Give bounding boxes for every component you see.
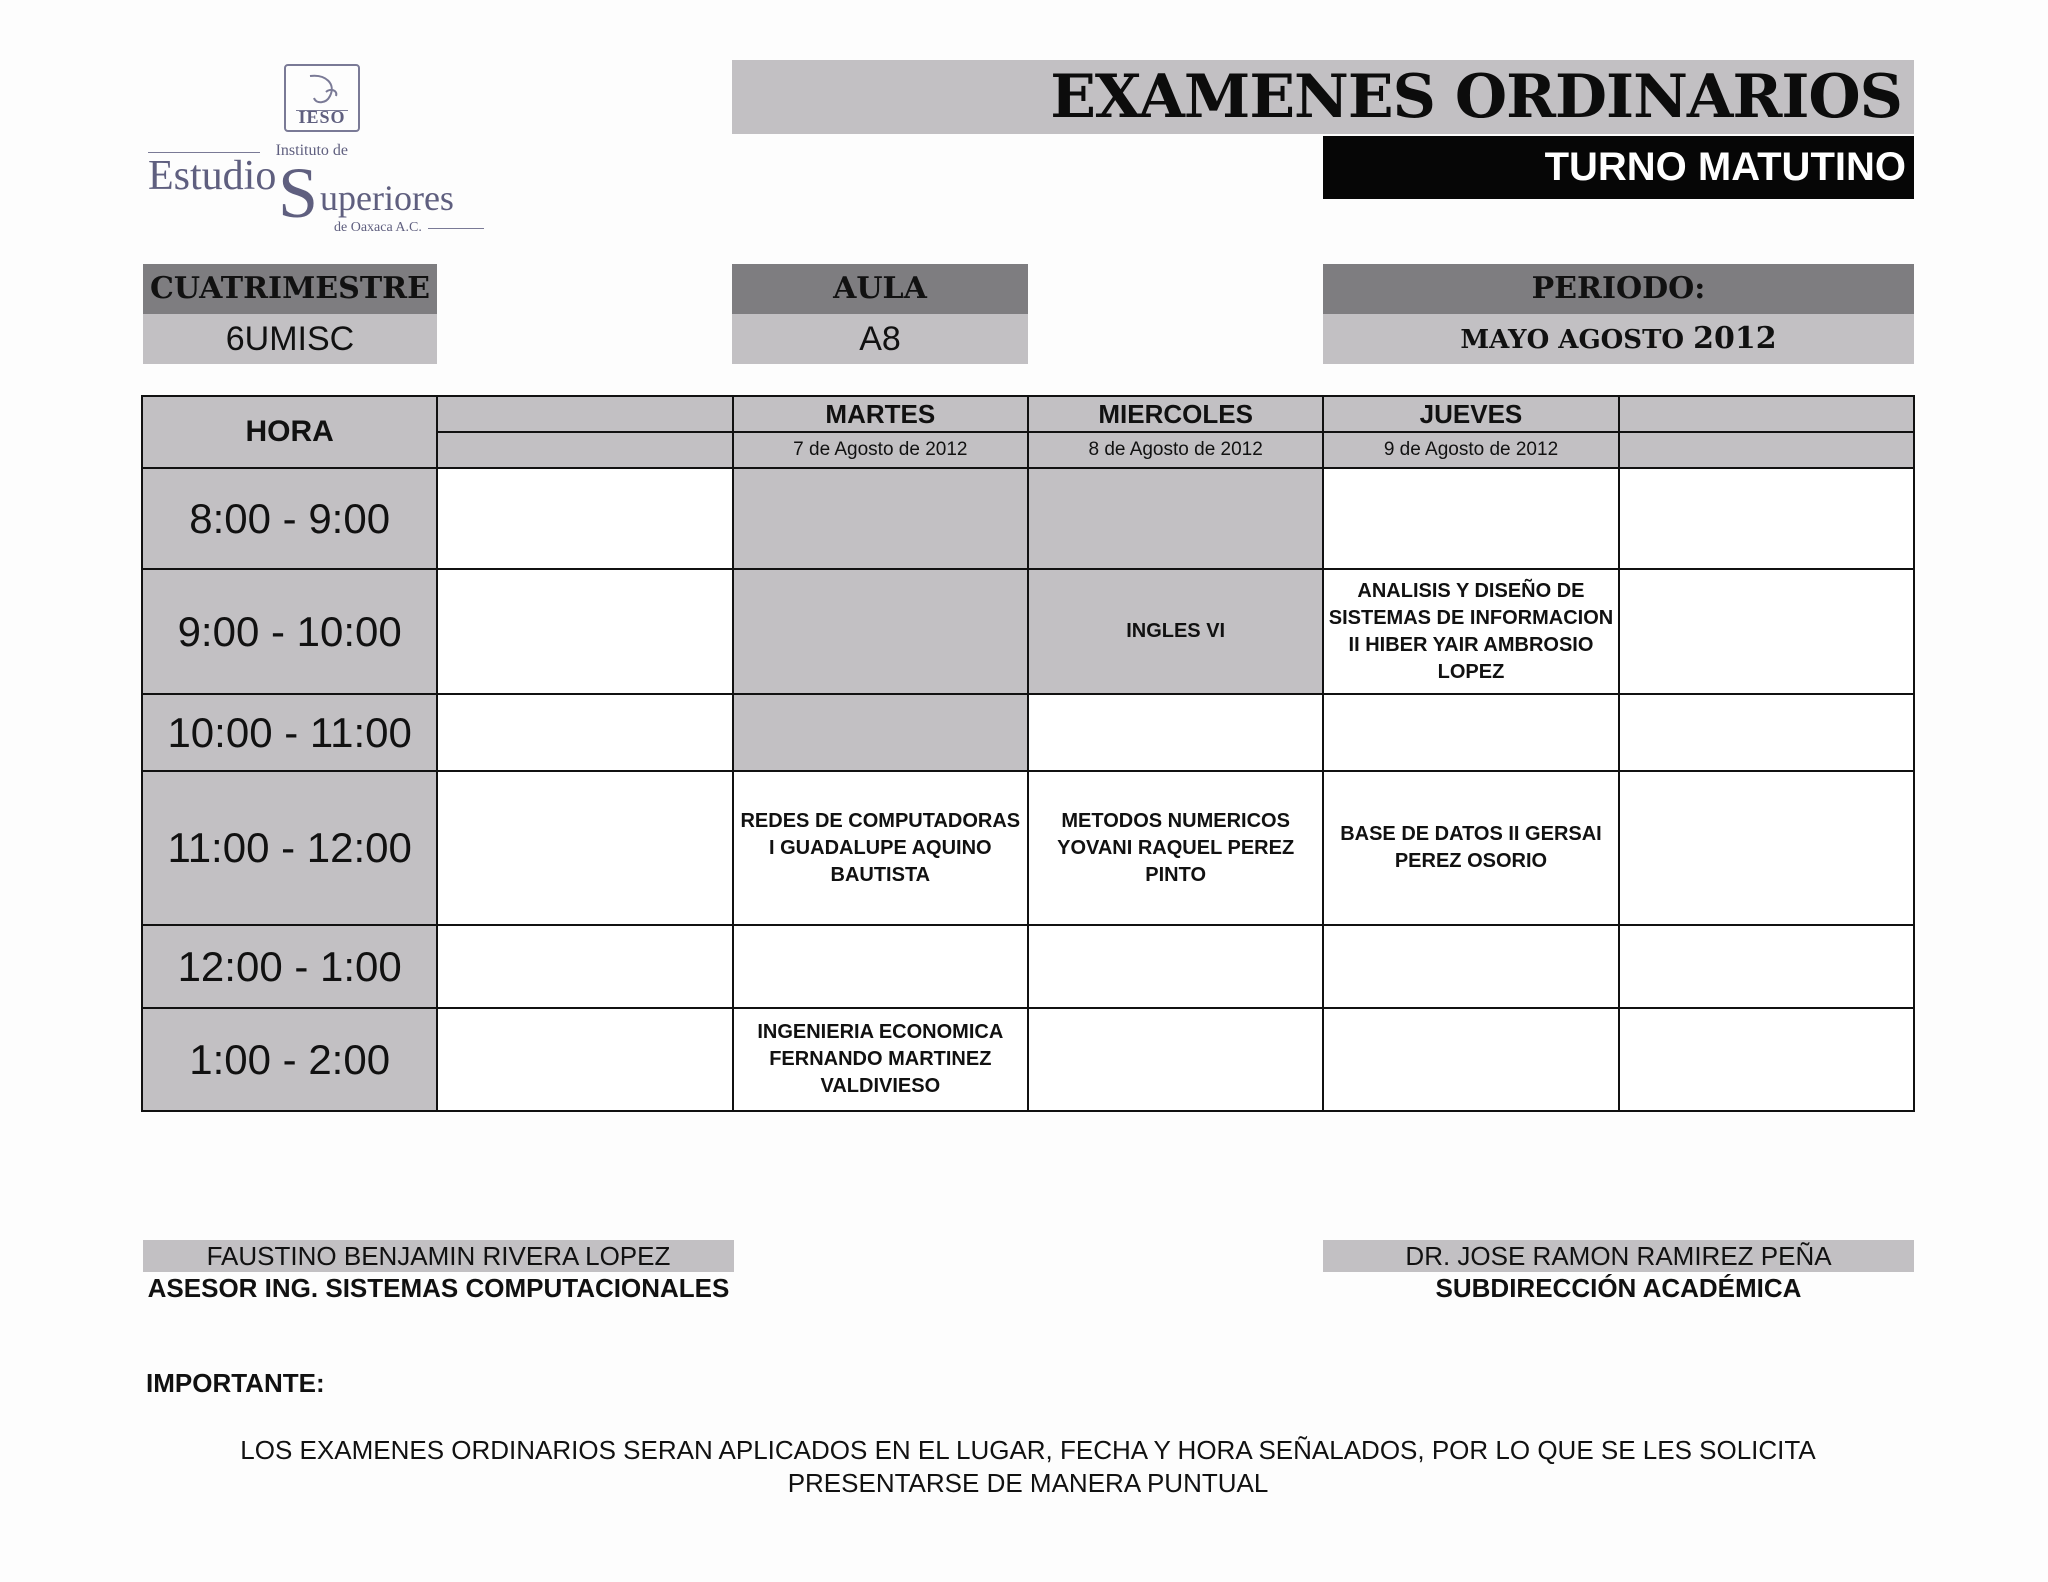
cuatrimestre-value: 6UMISC (143, 314, 437, 364)
exam-cell (437, 468, 732, 569)
exam-schedule-table (141, 395, 1915, 1112)
header-row-days (142, 396, 1914, 432)
hora-cell: 10:00 - 11:00 (142, 694, 437, 771)
exam-cell (1619, 694, 1914, 771)
hora-cell: 11:00 - 12:00 (142, 771, 437, 925)
notice-line-2: PRESENTARSE DE MANERA PUNTUAL (787, 1468, 1269, 1498)
exam-cell (437, 925, 732, 1008)
day-header: JUEVES (1323, 396, 1618, 432)
exam-cell (1323, 468, 1618, 569)
exam-cell (733, 569, 1028, 694)
day-header (437, 396, 732, 432)
exam-cell (1619, 771, 1914, 925)
turno-banner: TURNO MATUTINO (1323, 136, 1914, 199)
exam-cell (733, 925, 1028, 1008)
exam-cell: BASE DE DATOS II GERSAI PEREZ OSORIO (1323, 771, 1618, 925)
exam-cell (1323, 694, 1618, 771)
exam-cell (733, 694, 1028, 771)
exam-cell (1619, 925, 1914, 1008)
exam-cell (1323, 1008, 1618, 1111)
table-row (142, 694, 1914, 771)
notice-title: IMPORTANTE: (146, 1368, 325, 1398)
date-header: 7 de Agosto de 2012 (733, 432, 1028, 468)
notice-text (143, 1434, 1913, 1500)
exam-cell (437, 569, 732, 694)
table-row (142, 569, 1914, 694)
table-row (142, 468, 1914, 569)
date-header: 9 de Agosto de 2012 (1323, 432, 1618, 468)
table-row (142, 925, 1914, 1008)
table-row (142, 771, 1914, 925)
exam-cell (1028, 468, 1323, 569)
exam-cell (1619, 569, 1914, 694)
exam-cell (437, 694, 732, 771)
day-header: MIERCOLES (1028, 396, 1323, 432)
aula-value: A8 (732, 314, 1028, 364)
day-header (1619, 396, 1914, 432)
logo-badge-text: IESO (298, 107, 346, 127)
logo-big-s: S (278, 153, 319, 233)
exam-cell (733, 468, 1028, 569)
exam-cell (437, 771, 732, 925)
logo-line-estudios: Estudio (148, 153, 277, 199)
advisor-name: FAUSTINO BENJAMIN RIVERA LOPEZ (143, 1240, 734, 1272)
logo-line-oaxaca: de Oaxaca A.C. (334, 220, 422, 235)
logo-badge (284, 64, 360, 132)
subdirector-role: SUBDIRECCIÓN ACADÉMICA (1435, 1273, 1802, 1303)
institution-logo (148, 62, 498, 242)
page-title: EXAMENES ORDINARIOS (1050, 62, 1902, 132)
exam-cell: INGENIERIA ECONOMICA FERNANDO MARTINEZ VALDIVIESO (733, 1008, 1028, 1111)
table-row (142, 1008, 1914, 1111)
day-header: MARTES (733, 396, 1028, 432)
periodo-label: PERIODO: (1323, 264, 1914, 314)
cuatrimestre-label: CUATRIMESTRE (143, 264, 437, 314)
logo-line-superiores: uperiores (320, 178, 454, 218)
exam-cell (437, 1008, 732, 1111)
exam-cell: REDES DE COMPUTADORAS I GUADALUPE AQUINO BAUTISTA (733, 771, 1028, 925)
logo-line-instituto: Instituto de (148, 142, 348, 160)
advisor-role: ASESOR ING. SISTEMAS COMPUTACIONALES (147, 1273, 730, 1303)
exam-cell (1028, 925, 1323, 1008)
periodo-value (1323, 314, 1914, 364)
date-header (437, 432, 732, 468)
hora-cell: 1:00 - 2:00 (142, 1008, 437, 1111)
exam-cell (1028, 694, 1323, 771)
exam-cell (1619, 1008, 1914, 1111)
date-header (1619, 432, 1914, 468)
exam-cell: METODOS NUMERICOS YOVANI RAQUEL PEREZ PINTO (1028, 771, 1323, 925)
periodo-months: MAYO AGOSTO (1460, 325, 1685, 355)
hora-cell: 8:00 - 9:00 (142, 468, 437, 569)
hora-cell: 12:00 - 1:00 (142, 925, 437, 1008)
date-header: 8 de Agosto de 2012 (1028, 432, 1323, 468)
notice-line-1: LOS EXAMENES ORDINARIOS SERAN APLICADOS EN EL LUGAR, FECHA Y HORA SEÑALADOS, POR LO QUE SE LES SOLICITA (240, 1435, 1816, 1465)
periodo-year: 2012 (1693, 321, 1777, 356)
hora-cell: 9:00 - 10:00 (142, 569, 437, 694)
logo-emblem-icon (296, 70, 348, 111)
hora-header: HORA (142, 396, 437, 468)
page-title-bar (732, 60, 1914, 134)
exam-cell (1028, 1008, 1323, 1111)
subdirector-name: DR. JOSE RAMON RAMIREZ PEÑA (1323, 1240, 1914, 1272)
exam-cell: INGLES VI (1028, 569, 1323, 694)
exam-cell: ANALISIS Y DISEÑO DE SISTEMAS DE INFORMACION II HIBER YAIR AMBROSIO LOPEZ (1323, 569, 1618, 694)
exam-cell (1619, 468, 1914, 569)
aula-label: AULA (732, 264, 1028, 314)
exam-cell (1323, 925, 1618, 1008)
